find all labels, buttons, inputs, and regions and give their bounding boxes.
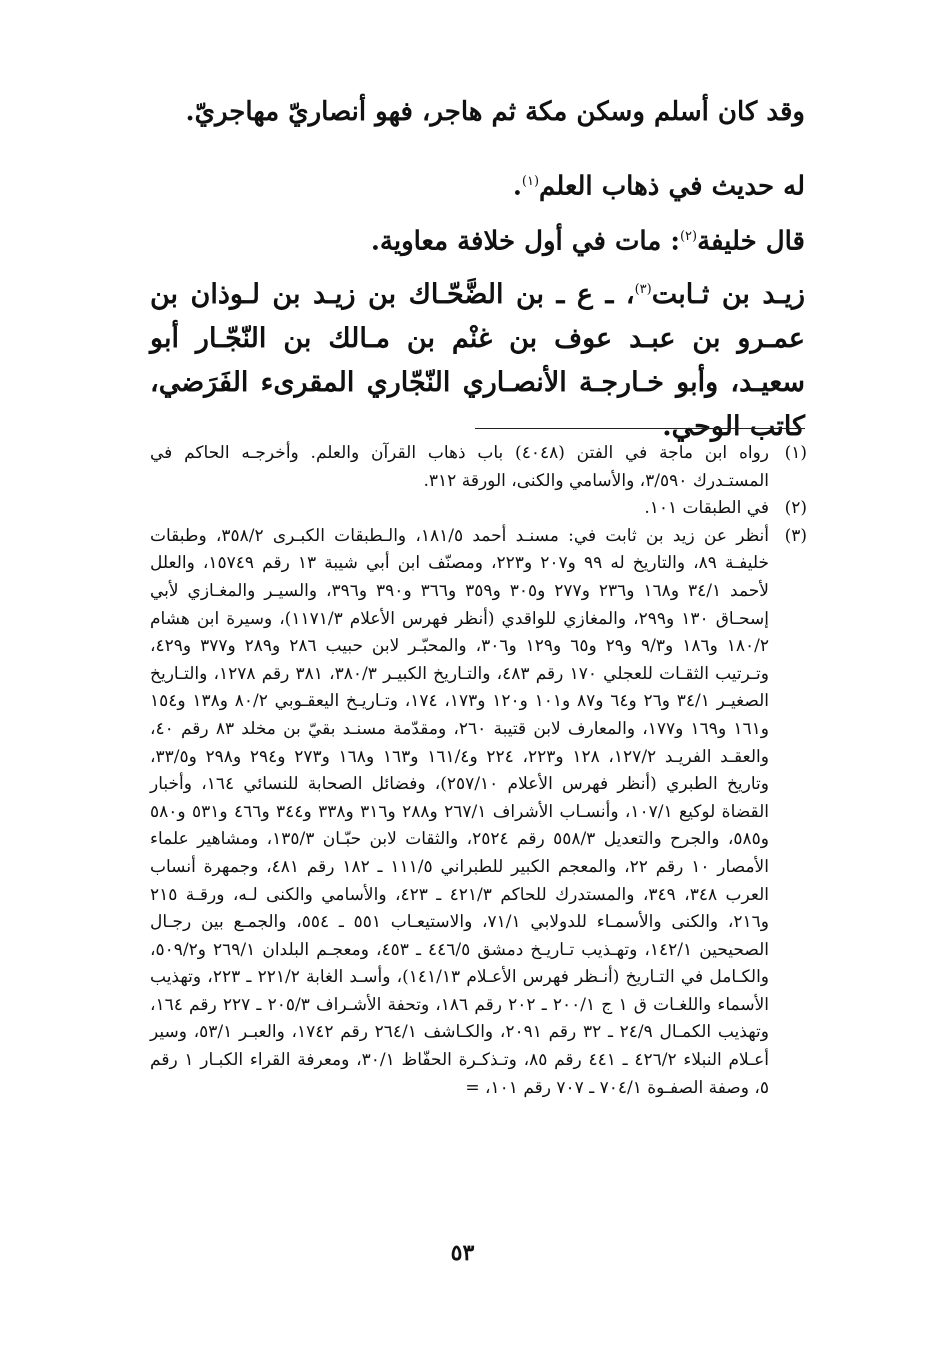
footnote-divider xyxy=(475,428,805,429)
footnote-reference: (٢) xyxy=(679,229,698,244)
footnotes-section xyxy=(150,440,807,1102)
footnote-number: (٣) xyxy=(784,525,807,546)
footnote-text: في الطبقات ١٠١. xyxy=(644,498,769,519)
entry-text: ، ـ ع ـ بن الضَّحّـاك بن زيـد بن لـوذان بن عمـرو بن عبـد عوف بن غنْم بن مـالك بن النّجّـار أبو سعيـد، وأبو خـارجـة الأنصـاري النّجّاري المقرىء الفَرَضي، كاتب الوحي. xyxy=(150,279,805,442)
biography-entry xyxy=(150,268,805,449)
footnote-reference: (١) xyxy=(521,174,540,189)
entry-name: زيـد بن ثـابت xyxy=(651,279,806,310)
footnote xyxy=(150,495,807,523)
paragraph-hadith xyxy=(150,162,805,207)
paragraph-text: له حديث في ذهاب العلم xyxy=(539,171,805,202)
paragraph-punctuation: . xyxy=(512,171,522,202)
footnote xyxy=(150,440,807,495)
paragraph-conversion xyxy=(150,92,805,132)
footnote-number: (١) xyxy=(784,443,807,463)
paragraph-text: قال خليفة xyxy=(697,226,805,257)
paragraph-khalifa xyxy=(150,217,805,262)
page-number: ٥٣ xyxy=(450,1240,475,1266)
footnote xyxy=(150,523,807,1102)
footnote-number: (٢) xyxy=(784,498,807,519)
paragraph-text: : مات في أول خلافة معاوية. xyxy=(370,226,680,257)
footnote-reference: (٣) xyxy=(634,282,652,297)
footnote-text: رواه ابن ماجة في الفتن (٤٠٤٨) باب ذهاب القرآن والعلم. وأخرجـه الحاكم في المستـدرك ٣/٥٩٠، والأسامي والكنى، الورقة ٣١٢. xyxy=(150,443,769,491)
footnote-text: أنظر عن زيد بن ثابت في: مسنـد أحمد ١٨١/٥، والـطبقات الكبـرى ٣٥٨/٢، وطبقات خليفـة ٨٩، والتاريخ له ٩٩ و٢٠٧ و٢٢٣، ومصنّف ابن أبي شيبة ١٣ رقم ١٥٧٤٩، والعلل لأحمد ٣٤/١ و١٦٨ و٢٣٦ و٢٧٧ و٣٠٥ و٣٥٩ و٣٦٦ و٣٩٠ و٣٩٦، والسيـر والمغـازي لأبي إسحـاق ١٣٠ و٢٩٩، والمغازي للواقدي (أنظر فهرس الأعلام ١١٧١/٣)، وسيرة ابن هشام ١٨٠/٢ و١٨٦ و٩/٣ و٢٩ و٦٥ و١٢٩ و٣٠٦، والمحبّـر لابن حبيب ٢٨٦ و٢٨٩ و٣٧٧ و٤٢٩، وتـرتيب الثقـات للعجلي ١٧٠ رقم ٤٨٣، والتـاريخ الكبيـر ٣٨٠/٣، ٣٨١ رقم ١٢٧٨، والتـاريخ الصغيـر ٣٤/١ و٢٦ و٦٤ و٨٧ و١٠١ و١٢٠ و١٧٣، ١٧٤، وتـاريـخ اليعقـوبي ٨٠/٢ و١٣٨ و١٥٤ و١٦١ و١٦٩ و١٧٧، والمعارف لابن قتيبة ٢٦٠، ومقدّمة مسنـد بقيّ بن مخلد ٨٣ رقم ٤٠، والعقـد الفريـد ١٢٧/٢، ١٢٨ و٢٢٣، ٢٢٤ و١٦١/٤ و١٦٣ و١٦٨ و٢٧٣ و٢٩٤ و٢٩٨ و٣٣/٥، وتاريخ الطبري (أنظر فهرس الأعلام ٢٥٧/١٠)، وفضائل الصحابة للنسائي ١٦٤، وأخبار القضاة لوكيع ١٠٧/١، وأنسـاب الأشراف ٢٦٧/١ و٢٨٨ و٣١٦ و٣٣٨ و٣٤٤ و٤٦٦ و٥٣١ و٥٨٠ و٥٨٥، والجرح والتعديل ٥٥٨/٣ رقم ٢٥٢٤، والثقات لابن حبّـان ١٣٥/٣، ومشاهير علماء الأمصار ١٠ رقم ٢٢، والمعجم الكبير للطبراني ١١١/٥ ـ ١٨٢ رقم ٤٨١، وجمهرة أنساب العرب ٣٤٨، ٣٤٩، والمستدرك للحاكم ٤٢١/٣ ـ ٤٢٣، والأسامي والكنى لـه، ورقـة ٢١٥ و٢١٦، والكنى والأسمـاء للدولابي ٧١/١، والاستيعـاب ٥٥١ ـ ٥٥٤، والجمـع بين رجـال الصحيحين ١٤٢/١، وتهـذيب تـاريـخ دمشق ٤٤٦/٥ ـ ٤٥٣، ومعجـم البلدان ٢٦٩/١ و٥٠٩/٢، والكـامل في التـاريخ (أنـظر فهرس الأعـلام ١٤١/١٣)، وأسـد الغابة ٢٢١/٢ ـ ٢٢٣، وتهذيب الأسماء واللغـات ق ١ ج ٢٠٠/١ ـ ٢٠٢ رقم ١٨٦، وتحفة الأشـراف ٢٠٥/٣ ـ ٢٢٧ رقم ١٦٤، وتهذيب الكمـال ٢٤/٩ ـ ٣٢ رقم ٢٠٩١، والكـاشف ٢٦٤/١ رقم ١٧٤٢، والعبـر ٥٣/١، وسير أعـلام النبلاء ٤٢٦/٢ ـ ٤٤١ رقم ٨٥، وتـذكـرة الحفّاظ ٣٠/١، ومعرفة القراء الكبـار ١ رقم ٥، وصفة الصفـوة ٧٠٤/١ ـ ٧٠٧ رقم ١٠١، = xyxy=(150,525,770,1098)
paragraph-text: وقد كان أسلم وسكن مكة ثم هاجر، فهو أنصاريّ مهاجريّ. xyxy=(185,97,805,127)
